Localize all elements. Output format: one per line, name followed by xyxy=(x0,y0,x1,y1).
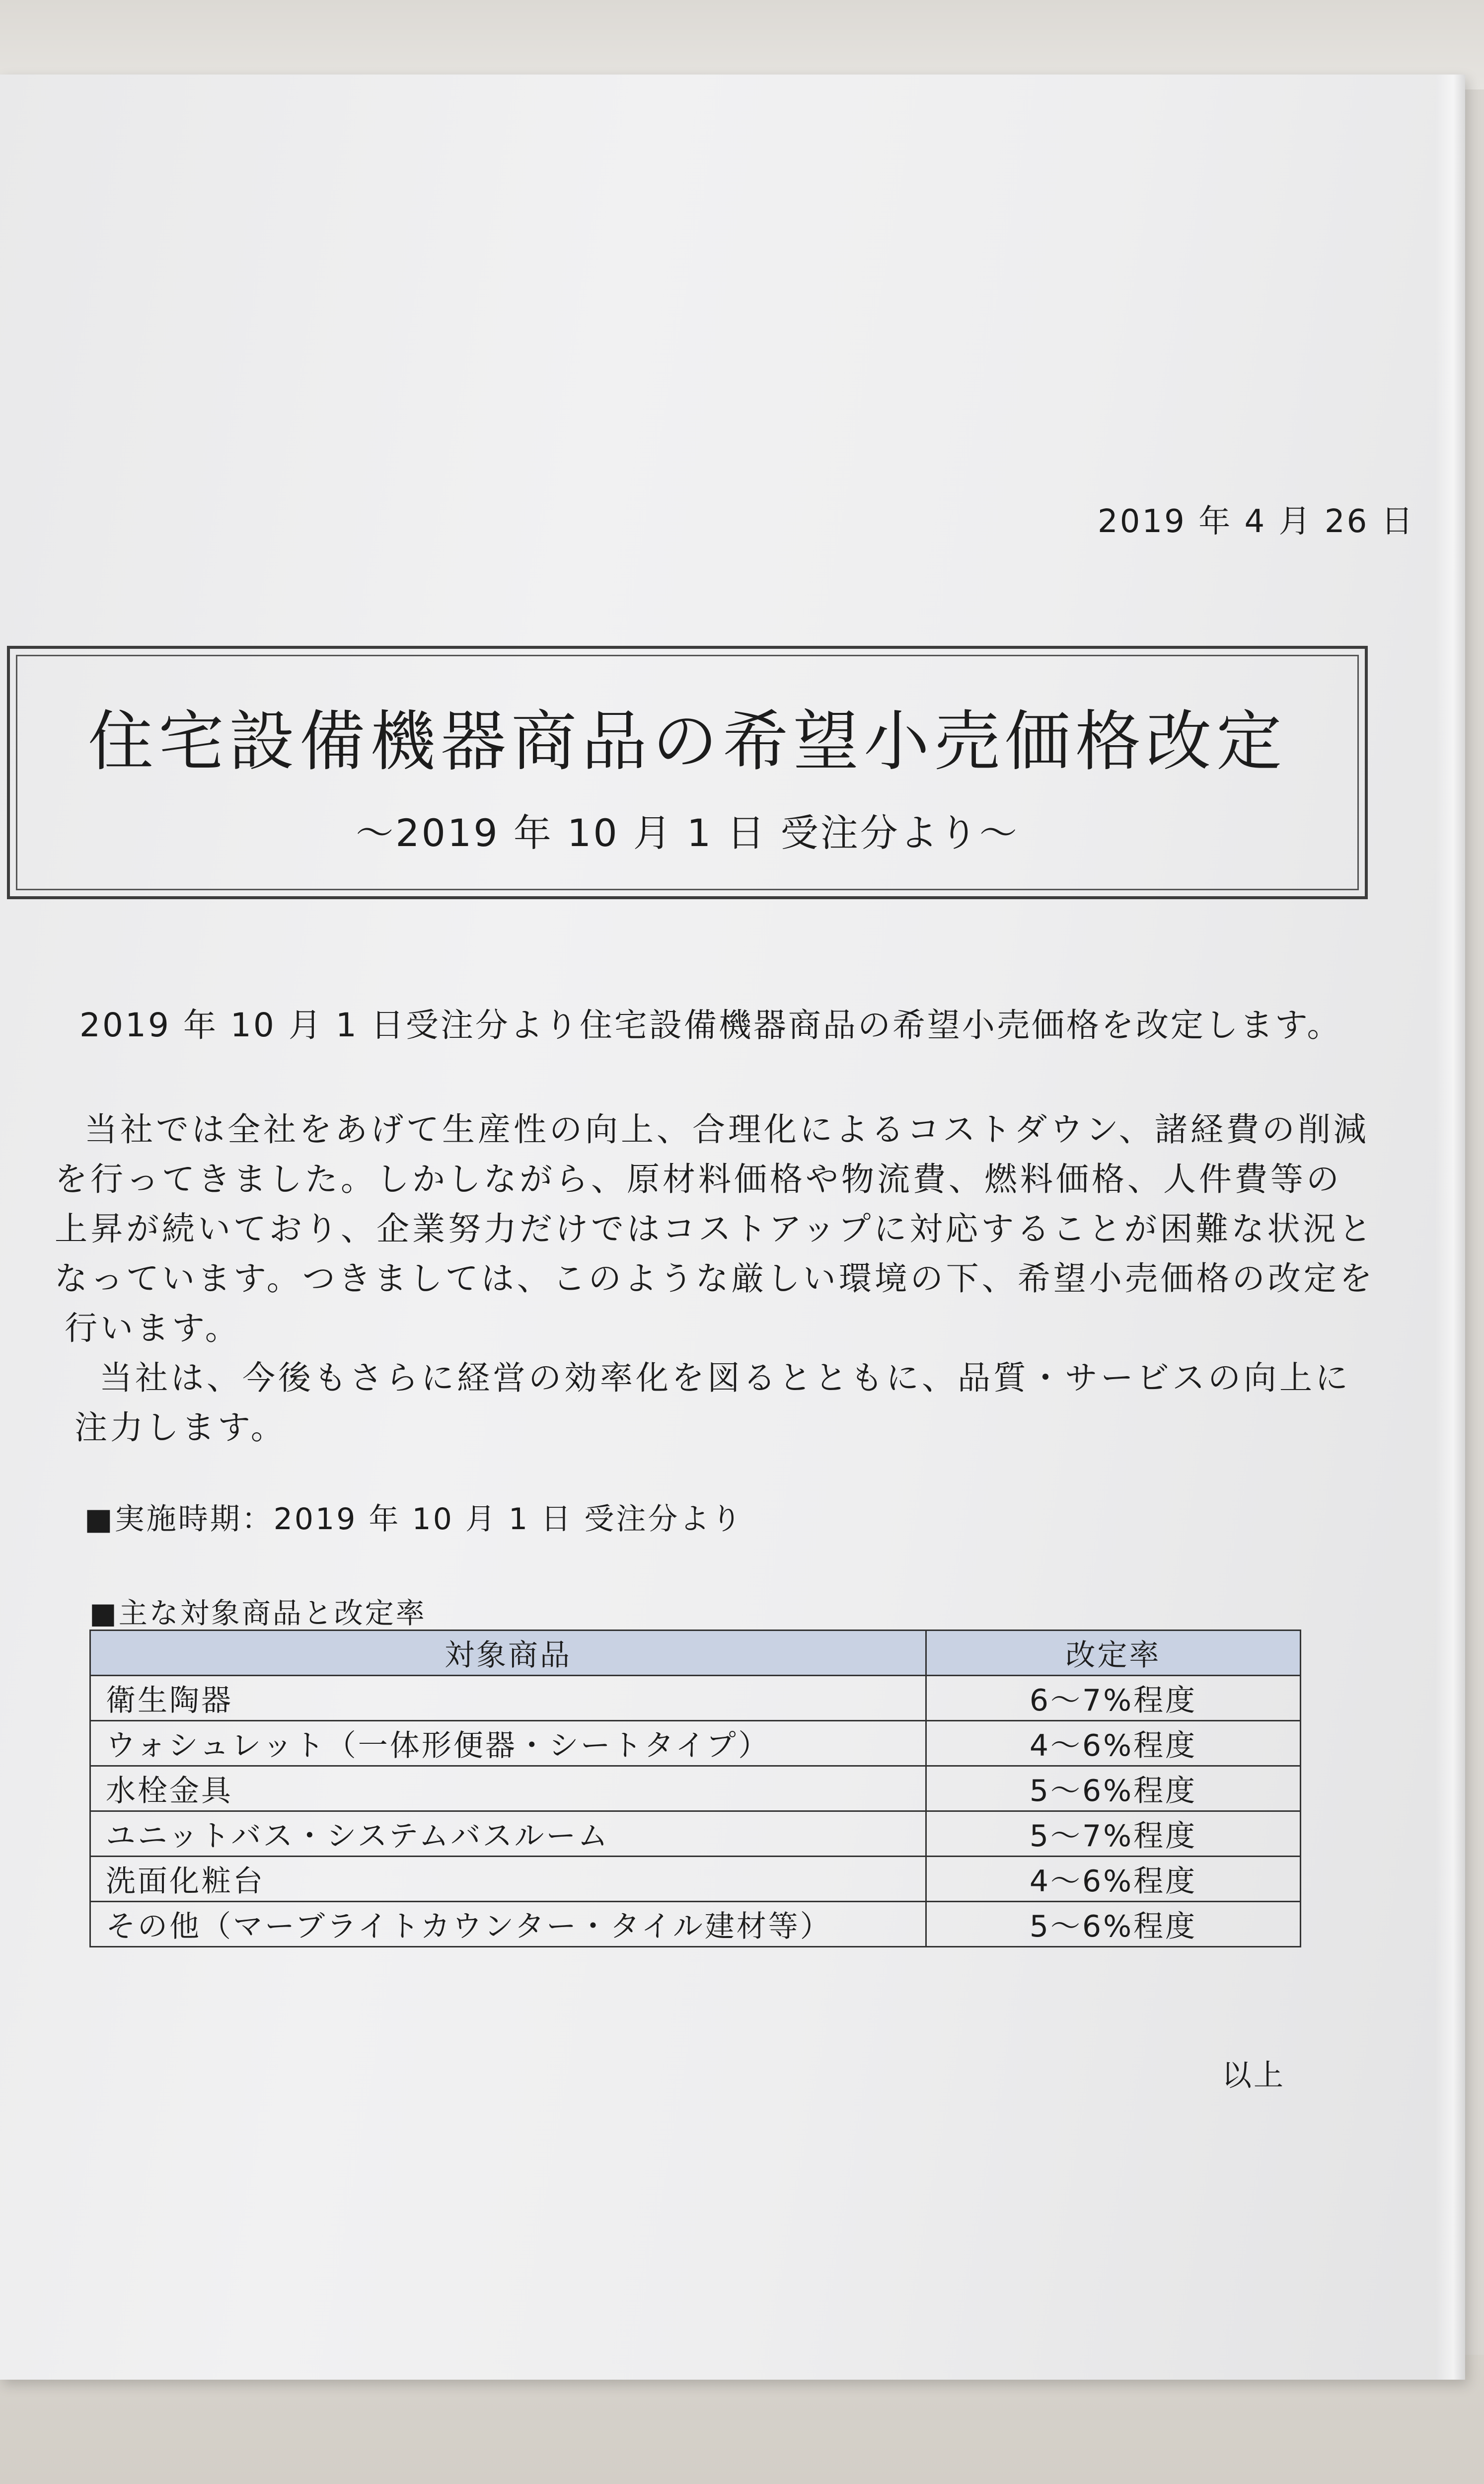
table-row xyxy=(90,1811,1301,1857)
column-header-product: 対象商品 xyxy=(90,1630,926,1676)
lead-sentence: 2019 年 10 月 1 日受注分より住宅設備機器商品の希望小売価格を改定します。 xyxy=(79,1006,1342,1044)
title-box xyxy=(7,646,1368,899)
table-header-row xyxy=(90,1630,1301,1676)
implementation-date: ■実施時期：2019 年 10 月 1 日 受注分より xyxy=(84,1502,743,1537)
body-line: 当社では全社をあげて生産性の向上、合理化によるコストダウン、諸経費の削減 xyxy=(84,1110,1369,1149)
table-row xyxy=(90,1857,1301,1902)
closing-mark: 以上 xyxy=(1222,2058,1285,2093)
product-cell: 衛生陶器 xyxy=(90,1676,926,1721)
notice-sheet xyxy=(0,75,1465,2380)
notice-date: 2019 年 4 月 26 日 xyxy=(1098,503,1415,540)
product-cell: 洗面化粧台 xyxy=(90,1857,926,1902)
body-line: 行います。 xyxy=(65,1309,241,1347)
product-cell: ウォシュレット（一体形便器・シートタイプ） xyxy=(90,1721,926,1766)
body-line: 上昇が続いており、企業努力だけではコストアップに対応することが困難な状況と xyxy=(55,1210,1375,1248)
rate-cell: 4～6%程度 xyxy=(926,1721,1301,1766)
body-line: 注力します。 xyxy=(74,1408,287,1447)
sheet-protector-edge xyxy=(1435,75,1465,2380)
rate-cell: 5～6%程度 xyxy=(926,1766,1301,1811)
product-cell: 水栓金具 xyxy=(90,1766,926,1811)
table-heading: ■主な対象商品と改定率 xyxy=(89,1596,427,1630)
rate-cell: 6～7%程度 xyxy=(926,1676,1301,1721)
rate-cell: 5～6%程度 xyxy=(926,1902,1301,1947)
body-line: 当社は、今後もさらに経営の効率化を図るとともに、品質・サービスの向上に xyxy=(99,1359,1351,1397)
table-row xyxy=(90,1721,1301,1766)
table-row xyxy=(90,1766,1301,1811)
product-cell: ユニットバス・システムバスルーム xyxy=(90,1811,926,1857)
table-row xyxy=(90,1902,1301,1947)
body-line: を行ってきました。しかしながら、原材料価格や物流費、燃料価格、人件費等の xyxy=(55,1160,1342,1198)
column-header-rate: 改定率 xyxy=(926,1630,1301,1676)
rate-cell: 5～7%程度 xyxy=(926,1811,1301,1857)
table-row xyxy=(90,1676,1301,1721)
notice-subtitle: ～2019 年 10 月 1 日 受注分より～ xyxy=(356,811,1019,855)
notice-title: 住宅設備機器商品の希望小売価格改定 xyxy=(88,703,1287,780)
body-line: なっています。つきましては、このような厳しい環境の下、希望小売価格の改定を xyxy=(55,1259,1375,1298)
revision-table xyxy=(89,1630,1301,1947)
rate-cell: 4～6%程度 xyxy=(926,1857,1301,1902)
product-cell: その他（マーブライトカウンター・タイル建材等） xyxy=(90,1902,926,1947)
